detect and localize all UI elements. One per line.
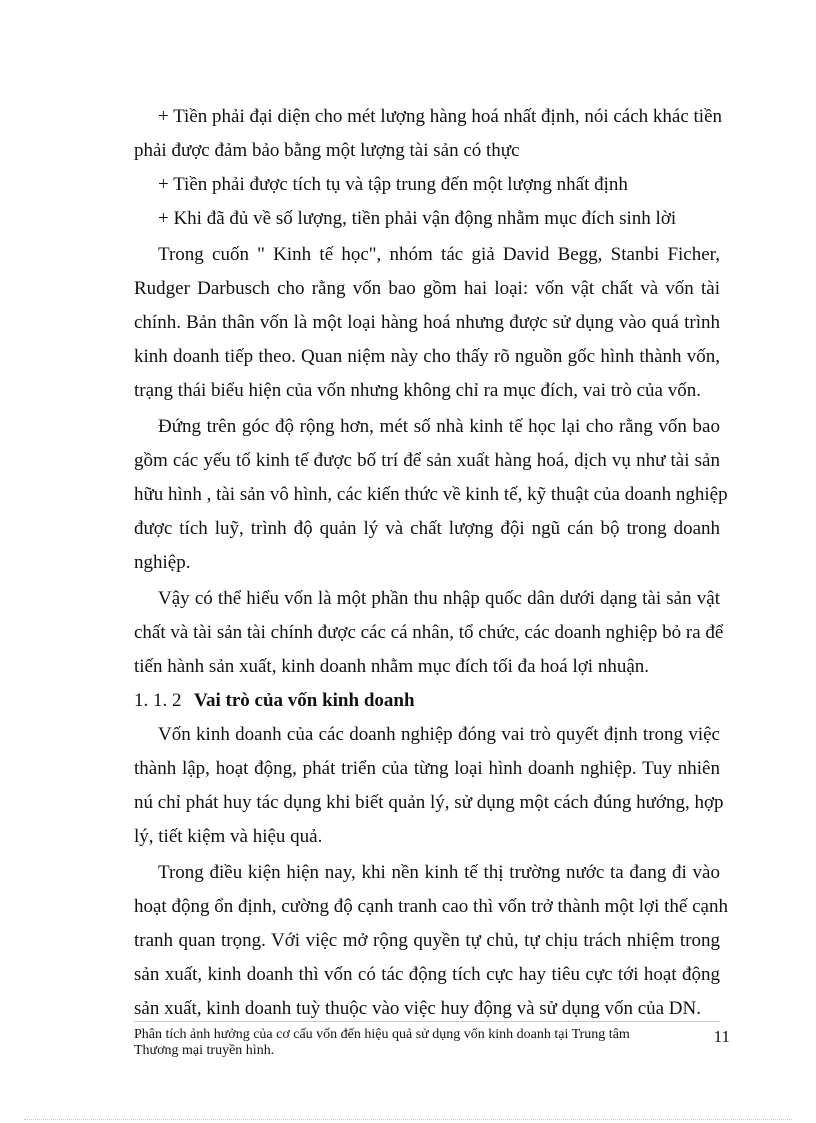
text-line: Vốn kinh doanh của các doanh nghiệp đóng vai trò quyết định trong việc <box>158 724 720 745</box>
page-footer <box>134 1027 634 1059</box>
text-line: Đứng trên góc độ rộng hơn, mét số nhà kinh tế học lại cho rằng vốn bao <box>158 416 720 437</box>
text-line: gồm các yếu tố kinh tế được bố trí để sản xuất hàng hoá, dịch vụ như tài sản <box>134 450 720 471</box>
page-body <box>134 100 728 1026</box>
section-number: 1. 1. 2 <box>134 690 182 711</box>
text-line: tiến hành sản xuất, kinh doanh nhằm mục đích tối đa hoá lợi nhuận. <box>134 656 650 677</box>
paragraph <box>134 410 728 580</box>
text-line: lý, tiết kiệm và hiệu quả. <box>134 826 323 847</box>
text-line: thành lập, hoạt động, phát triển của từng loại hình doanh nghiệp. Tuy nhiên <box>134 758 720 779</box>
text-line: chất và tài sản tài chính được các cá nhân, tổ chức, các doanh nghiệp bỏ ra để <box>134 622 724 643</box>
paragraph <box>134 238 720 408</box>
text-line: Vậy có thể hiểu vốn là một phần thu nhập quốc dân dưới dạng tài sản vật <box>158 588 720 609</box>
text-line: phải được đảm bảo bằng một lượng tài sản có thực <box>134 140 520 161</box>
page-bottom-border <box>24 1119 792 1120</box>
text-line: được tích luỹ, trình độ quản lý và chất lượng đội ngũ cán bộ trong doanh <box>134 518 720 539</box>
bullet-item <box>134 202 720 236</box>
footer-text-line: Phân tích ảnh hưởng của cơ cấu vốn đến hiệu quả sử dụng vốn kinh doanh tại Trung tâm <box>134 1027 630 1042</box>
text-line: hữu hình , tài sản vô hình, các kiến thức về kinh tế, kỹ thuật của doanh nghiệp <box>134 484 728 505</box>
text-line: nú chỉ phát huy tác dụng khi biết quản lý, sử dụng một cách đúng hướng, hợp <box>134 792 724 813</box>
bullet-item <box>134 168 720 202</box>
text-line: Trong cuốn " Kinh tế học", nhóm tác giả David Begg, Stanbi Ficher, <box>158 244 720 265</box>
text-line: Trong điều kiện hiện nay, khi nền kinh tế thị trường nước ta đang đi vào <box>158 862 720 883</box>
text-line: tranh quan trọng. Với việc mở rộng quyền tự chủ, tự chịu trách nhiệm trong <box>134 930 720 951</box>
page-number: 11 <box>713 1027 730 1046</box>
text-line: Rudger Darbusch cho rằng vốn bao gồm hai loại: vốn vật chất và vốn tài <box>134 278 720 299</box>
paragraph <box>134 856 728 1026</box>
section-title: Vai trò của vốn kinh doanh <box>194 690 415 711</box>
text-line: kinh doanh tiếp theo. Quan niệm này cho thấy rõ nguồn gốc hình thành vốn, <box>134 346 720 367</box>
text-line: nghiệp. <box>134 552 191 573</box>
section-heading <box>134 684 720 718</box>
paragraph <box>134 582 724 684</box>
footer-text-line: Thương mại truyền hình. <box>134 1043 275 1058</box>
text-line: + Tiền phải được tích tụ và tập trung đến một lượng nhất định <box>158 174 628 195</box>
text-line: hoạt động ổn định, cường độ cạnh tranh cao thì vốn trở thành một lợi thế cạnh <box>134 896 728 917</box>
bullet-item <box>134 100 720 168</box>
text-line: sản xuất, kinh doanh thì vốn có tác động tích cực hay tiêu cực tới hoạt động <box>134 964 720 985</box>
paragraph <box>134 718 724 854</box>
footer-divider <box>134 1021 720 1022</box>
text-line: + Tiền phải đại diện cho mét lượng hàng hoá nhất định, nói cách khác tiền <box>158 106 722 127</box>
text-line: chính. Bản thân vốn là một loại hàng hoá nhưng được sử dụng vào quá trình <box>134 312 720 333</box>
text-line: trạng thái biểu hiện của vốn nhưng không chỉ ra mục đích, vai trò của vốn. <box>134 380 701 401</box>
text-line: + Khi đã đủ về số lượng, tiền phải vận động nhằm mục đích sinh lời <box>158 208 677 229</box>
text-line: sản xuất, kinh doanh tuỳ thuộc vào việc huy động và sử dụng vốn của DN. <box>134 998 702 1019</box>
